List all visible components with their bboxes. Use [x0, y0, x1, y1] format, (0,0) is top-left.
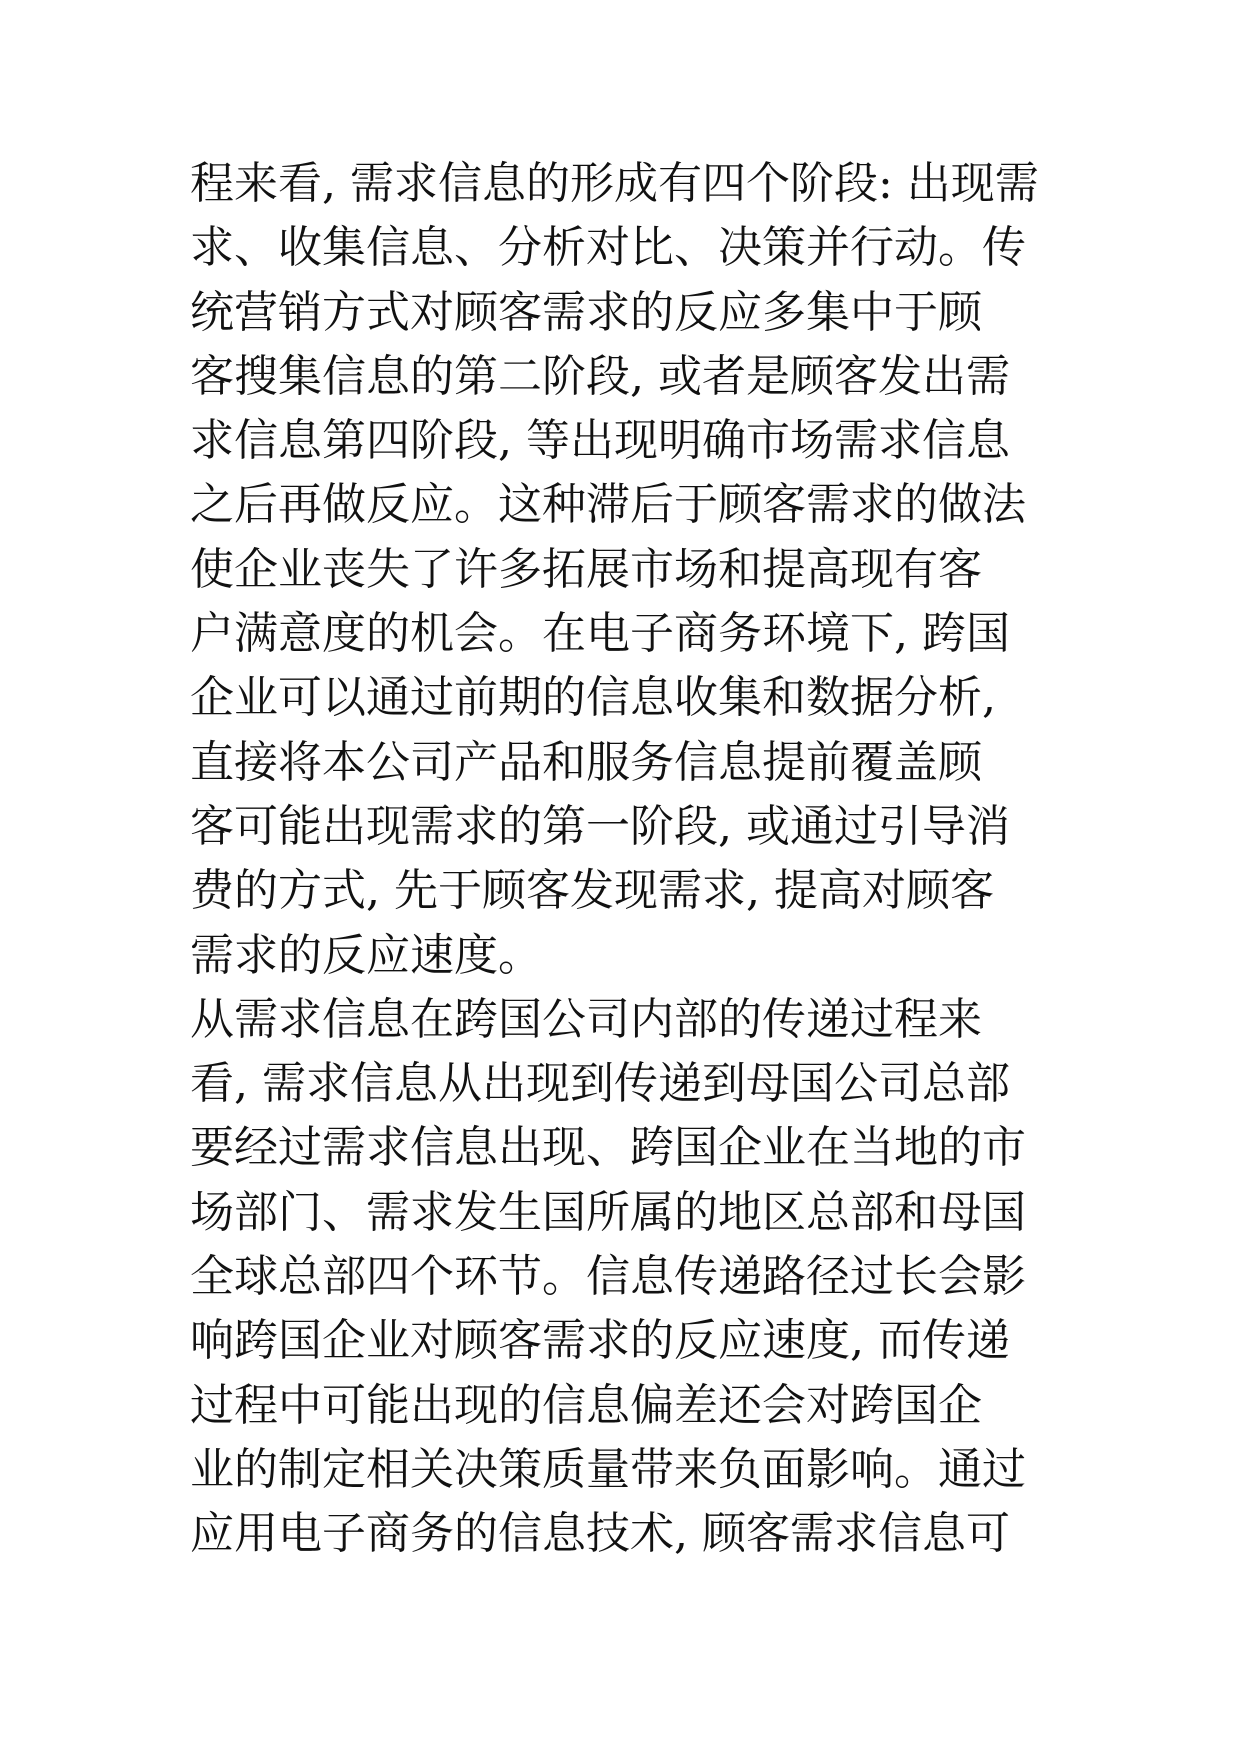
- text-line: 客可能出现需求的第一阶段, 或通过引导消: [190, 800, 1010, 852]
- text-line: 程来看, 需求信息的形成有四个阶段: 出现需: [190, 158, 1039, 209]
- text-line: 费的方式, 先于顾客发现需求, 提高对顾客: [190, 865, 994, 917]
- body-text: [190, 152, 1070, 1567]
- text-line: 之后再做反应。这种滞后于顾客需求的做法: [190, 479, 1026, 531]
- text-line: 过程中可能出现的信息偏差还会对跨国企: [190, 1379, 982, 1431]
- text-line: 客搜集信息的第二阶段, 或者是顾客发出需: [190, 350, 1010, 402]
- text-line: 应用电子商务的信息技术, 顾客需求信息可: [190, 1508, 1010, 1560]
- text-line: 业的制定相关决策质量带来负面影响。通过: [190, 1443, 1026, 1495]
- text-line: 看, 需求信息从出现到传递到母国公司总部: [190, 1058, 1010, 1110]
- text-line: 场部门、需求发生国所属的地区总部和母国: [190, 1186, 1026, 1238]
- text-line: 企业可以通过前期的信息收集和数据分析,: [190, 672, 996, 724]
- text-line: 需求的反应速度。: [190, 929, 542, 981]
- text-line: 求、收集信息、分析对比、决策并行动。传: [190, 222, 1026, 274]
- text-line: 户满意度的机会。在电子商务环境下, 跨国: [190, 608, 1010, 660]
- text-line: 全球总部四个环节。信息传递路径过长会影: [190, 1251, 1026, 1303]
- text-line: 求信息第四阶段, 等出现明确市场需求信息: [190, 415, 1010, 467]
- text-line: 统营销方式对顾客需求的反应多集中于顾: [190, 286, 982, 338]
- text-line: 要经过需求信息出现、跨国企业在当地的市: [190, 1122, 1026, 1174]
- text-line: 响跨国企业对顾客需求的反应速度, 而传递: [190, 1315, 1010, 1367]
- text-line: 直接将本公司产品和服务信息提前覆盖顾: [190, 736, 982, 788]
- text-line: 从需求信息在跨国公司内部的传递过程来: [190, 993, 982, 1045]
- text-line: 使企业丧失了许多拓展市场和提高现有客: [190, 543, 982, 595]
